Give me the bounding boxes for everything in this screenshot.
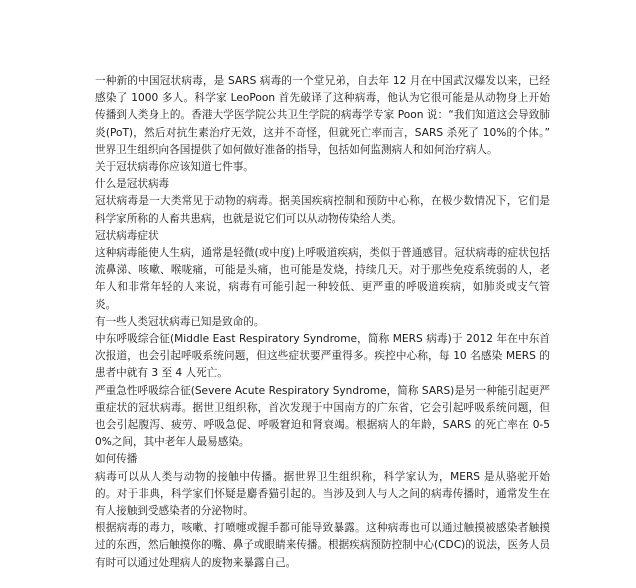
fatal-note: 有一些人类冠状病毒已知是致命的。 [95, 315, 265, 328]
section-heading-symptoms: 冠状病毒症状 [95, 229, 159, 242]
transmission-paragraph: 根据病毒的毒力，咳嗽、打喷嚏或握手都可能导致暴露。这种病毒也可以通过触摸被感染者触摸过的东西，然后触摸你的嘴、鼻子或眼睛来传播。根据疾病预防控制中心(CDC)的说法，医务人员有时可以通过处理病人的废物来暴露自己。 [95, 522, 550, 569]
intro-paragraph: 一种新的中国冠状病毒，是 SARS 病毒的一个堂兄弟，自去年 12 月在中国武汉爆发以来，已经感染了 1000 多人。科学家 LeoPoon 首先破译了这种病毒，他认为它很可能是从动物身上开始传播到人类身上的。香港大学医学院公共卫生学院的病毒学专家 Poon 说：“我们知道这会导致肺炎(PoT)，然后对抗生素治疗无效，这并不奇怪，但就死亡率而言，SARS 杀死了 10%的个体。” 世界卫生组织向各国提供了如何做好准备的指导，包括如何监测病人和如何治疗病人。 [95, 75, 550, 156]
article-body [95, 73, 550, 572]
spread-paragraph: 病毒可以从人类与动物的接触中传播。据世界卫生组织称，科学家认为，MERS 是从骆驼开始的。对于非典，科学家们怀疑是麝香猫引起的。当涉及到人与人之间的病毒传播时，通常发生在有人接触到受感染者的分泌物时。 [95, 470, 550, 518]
intro-summary: 关于冠状病毒你应该知道七件事。 [95, 161, 254, 174]
section-heading-what-is: 什么是冠状病毒 [95, 178, 170, 191]
what-is-paragraph: 冠状病毒是一大类常见于动物的病毒。据美国疾病控制和预防中心称，在极少数情况下，它们是科学家所称的人畜共患病，也就是说它们可以从动物传染给人类。 [95, 195, 550, 225]
section-heading-spread: 如何传播 [95, 453, 138, 466]
symptoms-paragraph: 这种病毒能使人生病，通常是轻微(或中度)上呼吸道疾病，类似于普通感冒。冠状病毒的症状包括流鼻涕、咳嗽、喉咙痛，可能是头痛，也可能是发烧，持续几天。对于那些免疫系统弱的人，老年人和非常年轻的人来说，病毒有可能引起一种较低、更严重的呼吸道疾病，如肺炎或支气管炎。 [95, 247, 550, 311]
sars-paragraph: 严重急性呼吸综合征(Severe Acute Respiratory Syndrome，简称 SARS)是另一种能引起更严重症状的冠状病毒。据世卫组织称，首次发现于中国南方的广东省，它会引起呼吸系统问题，但也会引起腹泻、疲劳、呼吸急促、呼吸窘迫和肾衰竭。根据病人的年龄，SARS 的死亡率在 0-50%之间，其中老年人最易感染。 [95, 384, 550, 449]
mers-paragraph: 中东呼吸综合征(Middle East Respiratory Syndrome，简称 MERS 病毒)于 2012 年在中东首次报道，也会引起呼吸系统问题，但这些症状要严重得多。疾控中心称，每 10 名感染 MERS 的患者中就有 3 至 4 人死亡。 [95, 333, 550, 380]
